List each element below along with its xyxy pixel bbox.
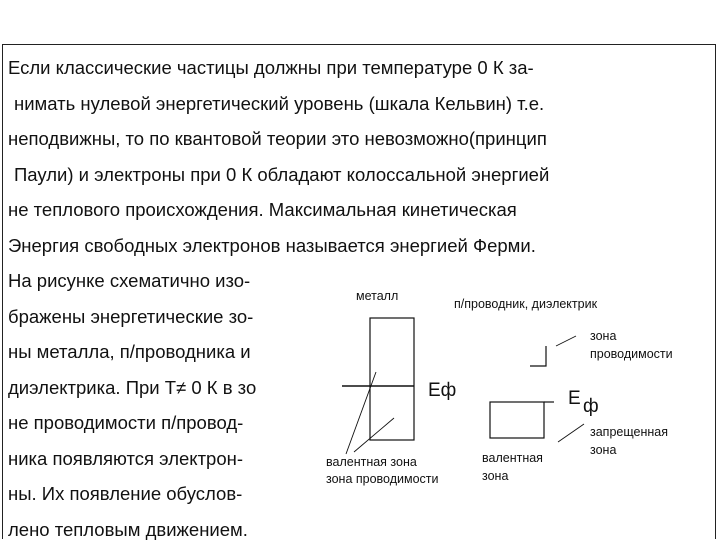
- conduction-zone-label-2: проводимости: [590, 347, 673, 361]
- text-line: неподвижны, то по квантовой теории это невозможно(принцип: [8, 121, 712, 157]
- forbidden-pointer-line: [558, 424, 584, 442]
- semiconductor-valence-label: валентная: [482, 451, 543, 465]
- semiconductor-title: п/проводник, диэлектрик: [454, 297, 598, 311]
- text-line: Если классические частицы должны при температуре 0 К за-: [8, 50, 712, 86]
- side-text-line: не проводимости п/провод-: [8, 405, 256, 441]
- conduction-band-edge: [530, 346, 546, 366]
- conduction-zone-label: зона: [590, 329, 616, 343]
- text-line: нимать нулевой энергетический уровень (шкала Кельвин) т.е.: [8, 86, 712, 122]
- metal-conduction-label: зона проводимости: [326, 472, 439, 486]
- semiconductor-fermi-sub: ф: [583, 396, 599, 417]
- semiconductor-fermi-letter: Е: [568, 388, 581, 409]
- semiconductor-valence-label-2: зона: [482, 469, 508, 483]
- main-paragraph: [8, 50, 712, 263]
- side-text-line: На рисунке схематично изо-: [8, 263, 256, 299]
- side-text-line: бражены энергетические зо-: [8, 299, 256, 335]
- side-text-line: лено тепловым движением.: [8, 512, 256, 547]
- metal-pointer-line: [346, 372, 376, 454]
- valence-band-box: [490, 402, 544, 438]
- side-text-line: ника появляются электрон-: [8, 441, 256, 477]
- text-line: не теплового происхождения. Максимальная кинетическая: [8, 192, 712, 228]
- metal-band-box: [370, 318, 414, 440]
- metal-title: металл: [356, 289, 398, 303]
- metal-pointer-line: [354, 418, 394, 452]
- metal-fermi-label: Eф: [428, 380, 456, 401]
- text-line: Паули) и электроны при 0 К обладают колоссальной энергией: [8, 157, 712, 193]
- side-text-line: ны. Их появление обуслов-: [8, 476, 256, 512]
- side-paragraph: [8, 263, 256, 547]
- metal-valence-label: валентная зона: [326, 455, 417, 469]
- forbidden-zone-label: запрещенная: [590, 425, 668, 439]
- conduction-pointer-line: [556, 336, 576, 346]
- text-line: Энергия свободных электронов называется энергией Ферми.: [8, 228, 712, 264]
- energy-band-diagram: [300, 282, 720, 540]
- forbidden-zone-label-2: зона: [590, 443, 616, 457]
- side-text-line: ны металла, п/проводника и: [8, 334, 256, 370]
- side-text-line: диэлектрика. При Т≠ 0 К в зо: [8, 370, 256, 406]
